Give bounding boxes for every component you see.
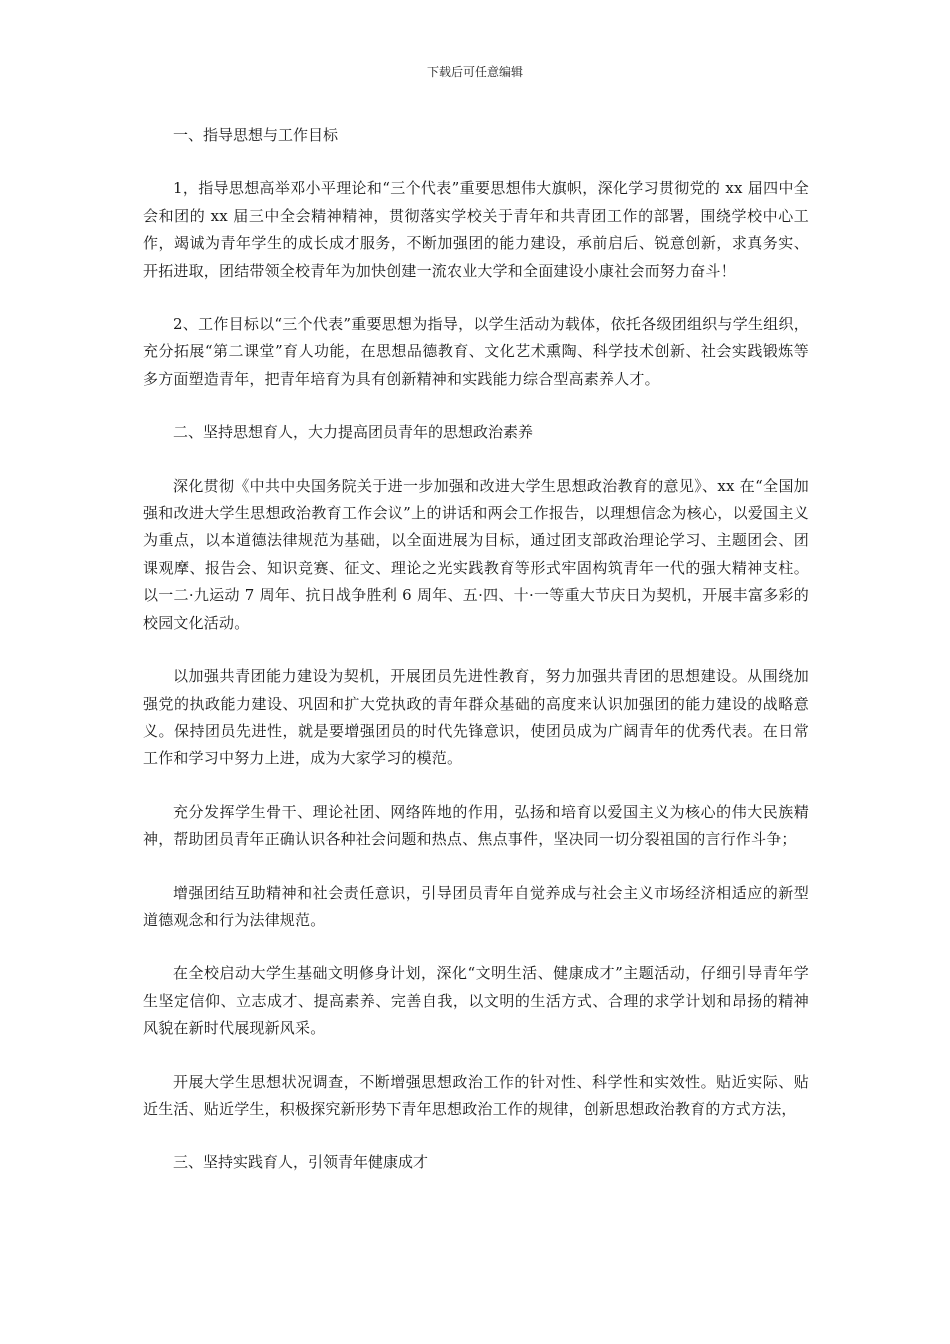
section-2-paragraph-6: 开展大学生思想状况调查，不断增强思想政治工作的针对性、科学性和实效性。贴近实际、贴近生活、贴近学生，积极探究新形势下青年思想政治工作的规律，创新思想政治教育的方式方法，	[143, 1072, 809, 1118]
section-2-heading: 二、坚持思想育人，大力提高团员青年的思想政治素养	[173, 423, 534, 442]
section-2-paragraph-4: 增强团结互助精神和社会责任意识，引导团员青年自觉养成与社会主义市场经济相适应的新型道德观念和行为法律规范。	[143, 883, 809, 929]
section-1-heading: 一、指导思想与工作目标	[173, 126, 339, 144]
document-body	[143, 122, 809, 1203]
section-2-paragraph-2: 以加强共青团能力建设为契机，开展团员先进性教育，努力加强共青团的思想建设。从围绕加强党的执政能力建设、巩固和扩大党执政的青年群众基础的高度来认识加强团的能力建设的战略意义。保持团员先进性，就是要增强团员的时代先锋意识，使团员成为广阔青年的优秀代表。在日常工作和学习中努力上进，成为大家学习的模范。	[143, 667, 809, 768]
section-1-paragraph-2: 2、工作目标以“三个代表”重要思想为指导，以学生活动为载体，依托各级团组织与学生组织，充分拓展“第二课堂”育人功能，在思想品德教育、文化艺术熏陶、科学技术创新、社会实践锻炼等多方面塑造青年，把青年培育为具有创新精神和实践能力综合型高素养人才。	[143, 315, 809, 388]
section-3-heading: 三、坚持实践育人，引领青年健康成才	[173, 1153, 429, 1172]
section-2-paragraph-5: 在全校启动大学生基础文明修身计划，深化“文明生活、健康成才”主题活动，仔细引导青年学生坚定信仰、立志成才、提高素养、完善自我，以文明的生活方式、合理的求学计划和昂扬的精神风貌在新时代展现新风采。	[143, 964, 809, 1038]
section-2-paragraph-1: 深化贯彻《中共中央国务院关于进一步加强和改进大学生思想政治教育的意见》、xx 在“全国加强和改进大学生思想政治教育工作会议”上的讲话和两会工作报告，以理想信念为核心，以爱国主义为重点，以本道德法律规范为基础，以全面进展为目标，通过团支部政治理论学习、主题团会、团课观摩、报告会、知识竞赛、征文、理论之光实践教育等形式牢固构筑青年一代的强大精神支柱。以一二·九运动 7 周年、抗日战争胜利 6 周年、五·四、十·一等重大节庆日为契机，开展丰富多彩的校园文化活动。	[143, 476, 809, 632]
section-1-paragraph-1: 1，指导思想高举邓小平理论和“三个代表”重要思想伟大旗帜，深化学习贯彻党的 xx 届四中全会和团的 xx 届三中全会精神精神，贯彻落实学校关于青年和共青团工作的部署，围绕学校中心工作，竭诚为青年学生的成长成才服务，不断加强团的能力建设，承前启后、锐意创新，求真务实、开拓进取，团结带领全校青年为加快创建一流农业大学和全面建设小康社会而努力奋斗！	[143, 179, 809, 280]
page-header-note: 下载后可任意编辑	[426, 65, 523, 79]
section-2-paragraph-3: 充分发挥学生骨干、理论社团、网络阵地的作用，弘扬和培育以爱国主义为核心的伟大民族精神，帮助团员青年正确认识各种社会问题和热点、焦点事件，坚决同一切分裂祖国的言行作斗争；	[143, 802, 809, 849]
